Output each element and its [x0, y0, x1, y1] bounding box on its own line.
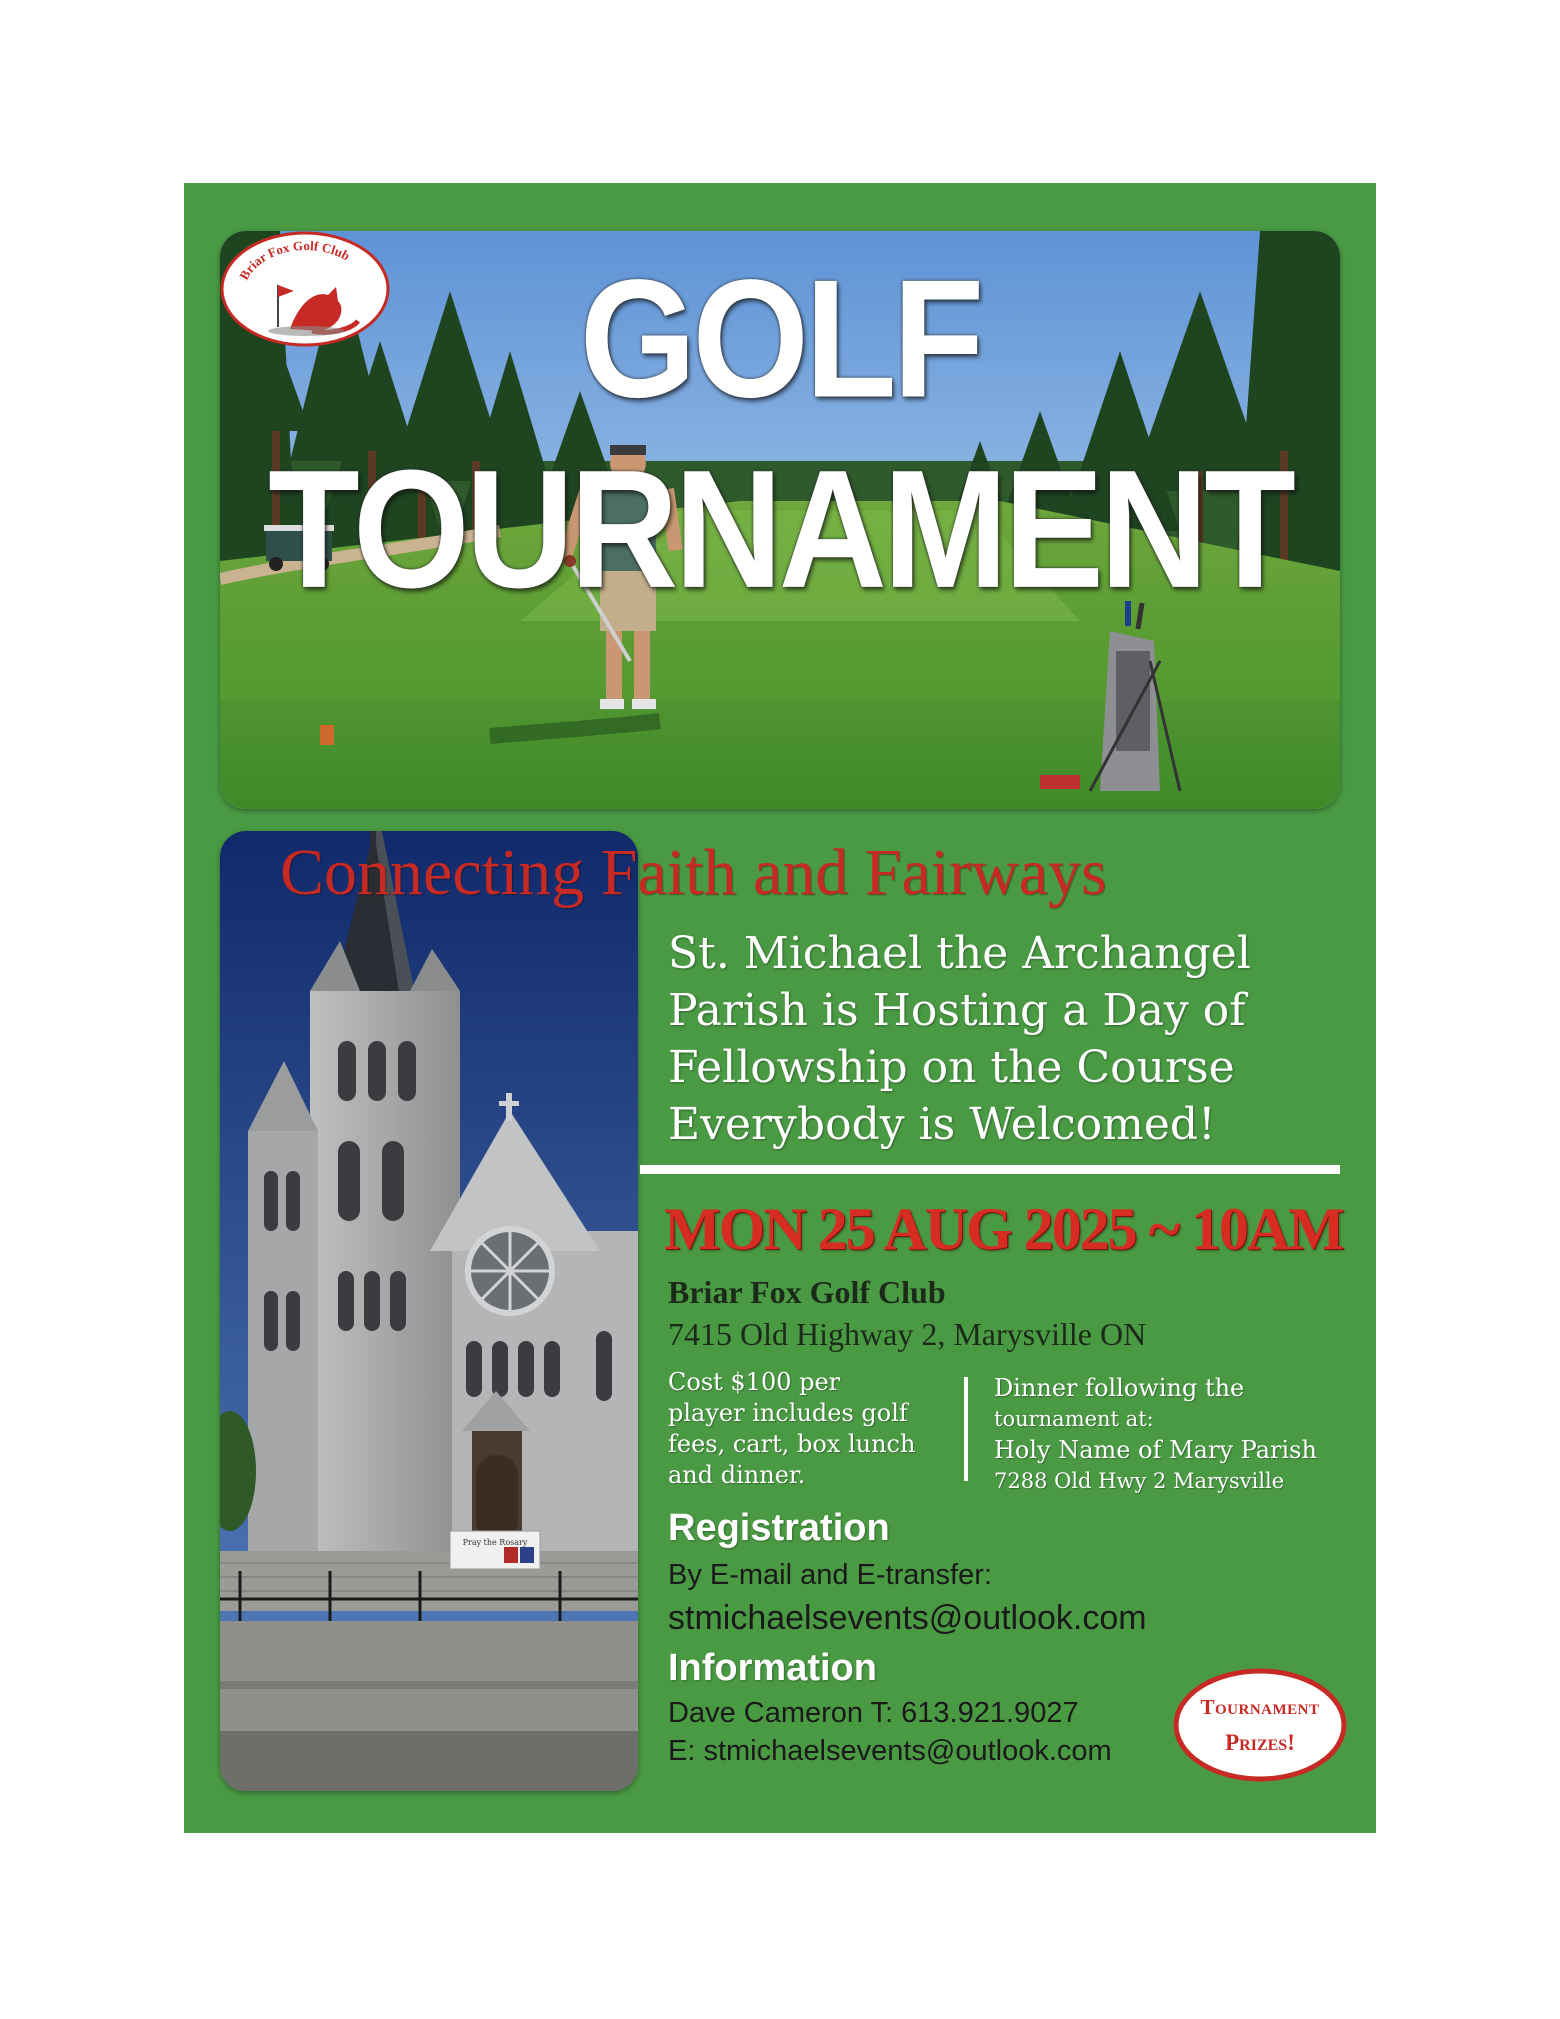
dinner-details: [994, 1373, 1354, 1497]
information-contact: Dave Cameron T: 613.921.9027: [668, 1697, 1079, 1729]
hero-title: GOLF TOURNAMENT: [268, 244, 1292, 623]
information-email[interactable]: E: stmichaelsevents@outlook.com: [668, 1735, 1112, 1767]
intro-text: [668, 925, 1328, 1153]
dinner-line: Holy Name of Mary Parish: [994, 1436, 1317, 1464]
briar-fox-logo: [220, 231, 390, 347]
registration-email[interactable]: stmichaelsevents@outlook.com: [668, 1599, 1147, 1637]
column-separator: [964, 1377, 968, 1481]
logo-lettering: Briar Fox Golf Club: [236, 237, 353, 283]
church-photo: [220, 831, 638, 1791]
information-heading: Information: [668, 1647, 877, 1689]
cost-line: fees, cart, box lunch: [668, 1430, 916, 1458]
church-banner-text: Pray the Rosary: [462, 1538, 528, 1547]
intro-line: Parish is Hosting a Day of: [668, 985, 1246, 1036]
badge-text: [1172, 1689, 1348, 1761]
registration-heading: Registration: [668, 1507, 890, 1549]
badge-line-1: Tournament: [1200, 1695, 1320, 1719]
poster: [184, 183, 1376, 1833]
intro-line: Fellowship on the Course: [668, 1042, 1235, 1093]
church-illustration: [220, 831, 638, 1791]
cost-line: player includes golf: [668, 1399, 908, 1427]
tournament-prizes-badge: [1172, 1667, 1348, 1783]
golf-course-photo: [220, 231, 1340, 809]
venue-name: Briar Fox Golf Club: [668, 1274, 946, 1310]
event-date-time: MON 25 AUG 2025 ~ 10AM: [664, 1196, 1343, 1262]
divider: [640, 1165, 1340, 1174]
intro-line: St. Michael the Archangel: [668, 928, 1251, 979]
tagline: Connecting Faith and Fairways: [280, 836, 1107, 909]
venue-address: 7415 Old Highway 2, Marysville ON: [668, 1316, 1147, 1352]
badge-line-2: Prizes!: [1225, 1730, 1295, 1755]
intro-line: Everybody is Welcomed!: [668, 1099, 1216, 1150]
cost-line: Cost $100 per: [668, 1368, 841, 1396]
dinner-line: Dinner following the: [994, 1374, 1245, 1402]
cost-details: [668, 1367, 948, 1491]
dinner-line: 7288 Old Hwy 2 Marysville: [994, 1469, 1285, 1493]
cost-line: and dinner.: [668, 1461, 806, 1489]
registration-method: By E-mail and E-transfer:: [668, 1559, 992, 1591]
dinner-line: tournament at:: [994, 1407, 1154, 1431]
